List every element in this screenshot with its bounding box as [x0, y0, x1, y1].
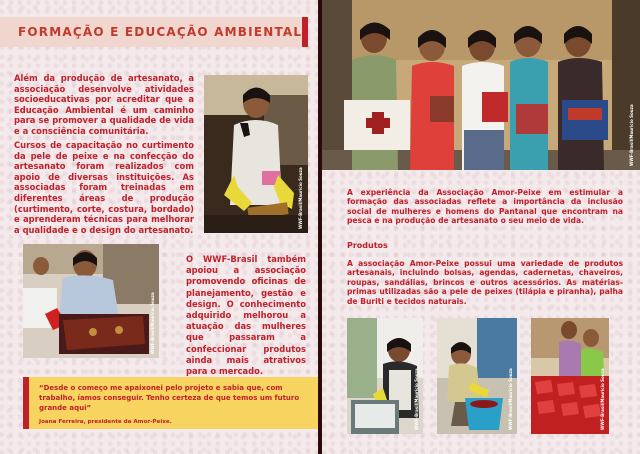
- photo-credit: WWF-Brasil/Mauricio Souza: [629, 104, 634, 166]
- quote-author: Joana Ferreira, presidente da Amor-Peixe.: [39, 419, 172, 425]
- intro-paragraph: [14, 73, 194, 137]
- intro-text: Além da produção de artesanato, a associação desenvolve atividades socioeducativas por acreditar que a Educação Ambiental é um caminho para se promover a qualidade de vida e a consciência comunitária.: [14, 73, 194, 136]
- products-text: A associação Amor-Peixe possui uma variedade de produtos artesanais, incluindo bolsas, agendas, cadernetas, chaveiros, roupas, sandálias, brincos e outros acessórios. As matérias-primas utilizadas são a pele de peixes (tilápia e piranha), palha de Buriti e tecidos naturais.: [347, 259, 623, 306]
- title-accent: [302, 17, 308, 47]
- photo-woman-gloves: [204, 75, 308, 233]
- photo-credit: WWF-Brasil/Mauricio Souza: [600, 368, 605, 430]
- photo-man-bucket: [437, 318, 517, 434]
- photo-women-fish-skins: [531, 318, 609, 434]
- training-text: Cursos de capacitação no curtimento da pele de peixe e na confecção do artesanato foram realizados com apoio de diversas instituições. As associadas foram treinadas em diferentes áreas de produção (curtimento, corte, costura, bordado) e aprenderam técnicas para melhorar a qualidade e o design do artesanato.: [14, 140, 194, 235]
- left-page: [0, 0, 318, 454]
- right-page: [322, 0, 640, 454]
- quote-text: “Desde o começo me apaixonei pelo projeto e sabia que, com trabalho, íamos conseguir. Tenho certeza de que temos um futuro grande aqui”: [39, 384, 300, 412]
- products-paragraph: [347, 259, 623, 306]
- quote-accent: [23, 377, 29, 429]
- wwf-text: O WWF-Brasil também apoiou a associação promovendo oficinas de planejamento, gestão e design. O conhecimento adquirido melhorou a atuação das mulheres que passaram a confeccionar produtos ainda mais atrativos para o mercado.: [186, 254, 306, 377]
- photo-woman-sewing: [23, 244, 159, 358]
- photo-credit: WWF-Brasil/Mauricio Souza: [150, 292, 155, 354]
- quote-box: [23, 377, 318, 429]
- photo-worker-tank: [347, 318, 423, 434]
- photo-group-women: [322, 0, 640, 170]
- photo-credit: WWF-Brasil/Mauricio Souza: [508, 368, 513, 430]
- photo-credit: WWF-Brasil/Mauricio Souza: [298, 167, 303, 229]
- page-title: FORMAÇÃO E EDUCAÇÃO AMBIENTAL: [18, 25, 303, 39]
- photo-credit: WWF-Brasil/Mauricio Souza: [414, 368, 419, 430]
- training-paragraph: [14, 140, 194, 235]
- section-heading-produtos: Produtos: [347, 241, 388, 250]
- wwf-paragraph: [186, 254, 306, 377]
- experience-paragraph: [347, 188, 623, 226]
- title-bar: [0, 17, 308, 47]
- experience-text: A experiência da Associação Amor-Peixe em estimular a formação das associadas reflete a importância da inclusão social de mulheres e homens do Pantanal que encontram na pesca e na produção de artesanato o seu meio de vida.: [347, 188, 623, 226]
